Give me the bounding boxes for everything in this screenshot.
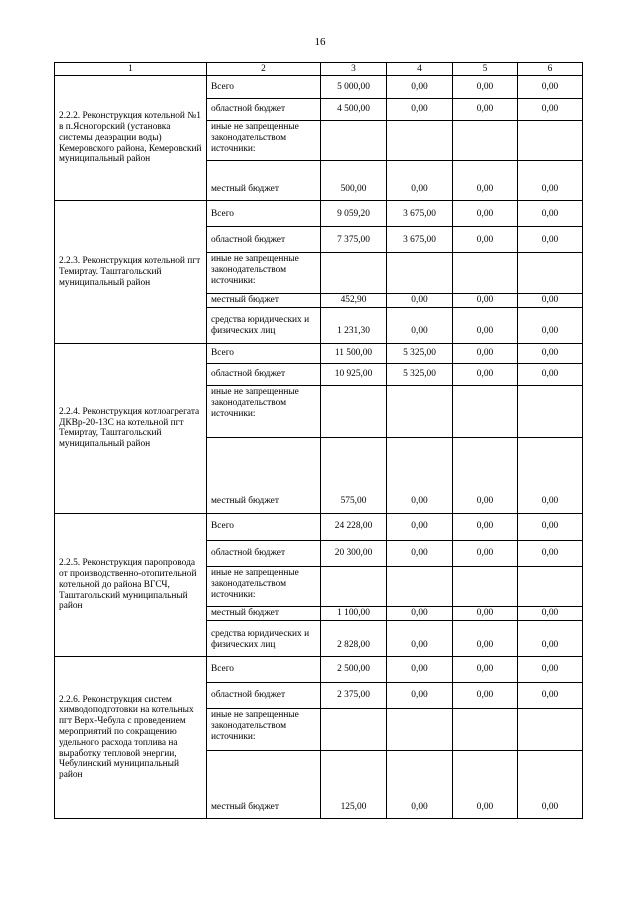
amount-cell (518, 566, 583, 606)
amount-cell: 0,00 (453, 621, 518, 657)
funding-source: Всего (207, 513, 321, 540)
amount-cell: 0,00 (518, 76, 583, 99)
amount-cell: 0,00 (387, 607, 453, 621)
amount-cell: 0,00 (518, 513, 583, 540)
amount-cell: 5 325,00 (387, 363, 453, 385)
amount-cell: 4 500,00 (321, 99, 387, 121)
amount-cell: 5 325,00 (387, 343, 453, 363)
amount-cell (518, 121, 583, 161)
header-row (55, 63, 583, 76)
amount-cell: 0,00 (518, 307, 583, 343)
funding-source: местный бюджет (207, 751, 321, 819)
amount-cell: 0,00 (518, 683, 583, 709)
amount-cell: 0,00 (387, 540, 453, 566)
header-cell: 3 (321, 63, 387, 76)
amount-cell (387, 709, 453, 751)
amount-cell: 9 059,20 (321, 201, 387, 227)
amount-cell (387, 566, 453, 606)
funding-source: местный бюджет (207, 161, 321, 201)
amount-cell: 3 675,00 (387, 227, 453, 253)
amount-cell: 0,00 (453, 201, 518, 227)
amount-cell: 0,00 (387, 657, 453, 683)
amount-cell: 0,00 (453, 99, 518, 121)
funding-source: областной бюджет (207, 99, 321, 121)
funding-source: областной бюджет (207, 227, 321, 253)
table-row (55, 513, 583, 540)
amount-cell: 0,00 (518, 201, 583, 227)
amount-cell: 0,00 (453, 363, 518, 385)
project-name: 2.2.2. Реконструкция котельной №1 в п.Ясногорский (установка системы деаэрации воды) Кемеровского района, Кемеровский муниципальный район (55, 76, 207, 201)
amount-cell: 0,00 (453, 683, 518, 709)
amount-cell: 7 375,00 (321, 227, 387, 253)
amount-cell: 0,00 (387, 683, 453, 709)
amount-cell (321, 709, 387, 751)
amount-cell: 575,00 (321, 437, 387, 513)
amount-cell: 0,00 (453, 607, 518, 621)
amount-cell (321, 566, 387, 606)
table-row (55, 76, 583, 99)
amount-cell: 0,00 (387, 161, 453, 201)
amount-cell (453, 253, 518, 293)
funding-source: средства юридических и физических лиц (207, 307, 321, 343)
table-row (55, 201, 583, 227)
amount-cell: 0,00 (387, 99, 453, 121)
amount-cell (453, 709, 518, 751)
amount-cell (321, 385, 387, 437)
amount-cell: 0,00 (453, 227, 518, 253)
amount-cell: 0,00 (387, 437, 453, 513)
header-cell: 2 (207, 63, 321, 76)
amount-cell: 3 675,00 (387, 201, 453, 227)
amount-cell: 0,00 (387, 513, 453, 540)
amount-cell (518, 709, 583, 751)
amount-cell: 0,00 (453, 657, 518, 683)
amount-cell: 0,00 (453, 513, 518, 540)
funding-source: иные не запрещенные законодательством источники: (207, 385, 321, 437)
funding-source: местный бюджет (207, 293, 321, 307)
table-row (55, 657, 583, 683)
header-cell: 4 (387, 63, 453, 76)
funding-source: Всего (207, 76, 321, 99)
amount-cell: 1 231,30 (321, 307, 387, 343)
amount-cell (453, 121, 518, 161)
amount-cell: 0,00 (518, 607, 583, 621)
funding-source: областной бюджет (207, 683, 321, 709)
funding-source: иные не запрещенные законодательством источники: (207, 253, 321, 293)
amount-cell: 0,00 (453, 76, 518, 99)
amount-cell: 0,00 (453, 540, 518, 566)
amount-cell: 2 375,00 (321, 683, 387, 709)
amount-cell (453, 385, 518, 437)
amount-cell (518, 253, 583, 293)
funding-source: Всего (207, 657, 321, 683)
amount-cell: 20 300,00 (321, 540, 387, 566)
project-name: 2.2.6. Реконструкция систем химводоподготовки на котельных пгт Верх-Чебула с проведением мероприятий по сокращению удельного расхода топлива на выработку тепловой энергии, Чебулинский муниципальный район (55, 657, 207, 819)
amount-cell: 125,00 (321, 751, 387, 819)
amount-cell: 500,00 (321, 161, 387, 201)
amount-cell: 0,00 (453, 437, 518, 513)
funding-source: местный бюджет (207, 437, 321, 513)
amount-cell: 2 828,00 (321, 621, 387, 657)
project-name: 2.2.3. Реконструкция котельной пгт Темиртау. Таштагольский муниципальный район (55, 201, 207, 343)
amount-cell (387, 253, 453, 293)
amount-cell (387, 121, 453, 161)
amount-cell: 0,00 (518, 540, 583, 566)
amount-cell: 5 000,00 (321, 76, 387, 99)
amount-cell: 0,00 (518, 437, 583, 513)
amount-cell: 1 100,00 (321, 607, 387, 621)
amount-cell: 2 500,00 (321, 657, 387, 683)
project-name: 2.2.5. Реконструкция паропровода от производственно-отопительной котельной до района ВГСЧ, Таштагольский муниципальный район (55, 513, 207, 656)
funding-source: иные не запрещенные законодательством источники: (207, 709, 321, 751)
funding-source: Всего (207, 201, 321, 227)
amount-cell: 0,00 (453, 751, 518, 819)
amount-cell: 0,00 (518, 99, 583, 121)
amount-cell: 0,00 (518, 343, 583, 363)
amount-cell: 0,00 (518, 293, 583, 307)
funding-source: средства юридических и физических лиц (207, 621, 321, 657)
page-number: 16 (314, 36, 326, 48)
header-cell: 1 (55, 63, 207, 76)
header-cell: 6 (518, 63, 583, 76)
amount-cell: 0,00 (387, 307, 453, 343)
amount-cell: 0,00 (518, 621, 583, 657)
amount-cell: 0,00 (518, 161, 583, 201)
amount-cell: 0,00 (387, 751, 453, 819)
funding-source: областной бюджет (207, 540, 321, 566)
amount-cell: 10 925,00 (321, 363, 387, 385)
amount-cell: 0,00 (518, 751, 583, 819)
funding-source: Всего (207, 343, 321, 363)
table-row (55, 343, 583, 363)
funding-source: иные не запрещенные законодательством источники: (207, 121, 321, 161)
amount-cell: 0,00 (518, 657, 583, 683)
funding-source: областной бюджет (207, 363, 321, 385)
amount-cell (453, 566, 518, 606)
amount-cell (321, 253, 387, 293)
project-name: 2.2.4. Реконструкция котлоагрегата ДКВр-20-13С на котельной пгт Темиртау, Таштагольский муниципальный район (55, 343, 207, 513)
amount-cell: 11 500,00 (321, 343, 387, 363)
amount-cell (518, 385, 583, 437)
budget-table-body (55, 63, 583, 819)
amount-cell (321, 121, 387, 161)
amount-cell: 0,00 (453, 161, 518, 201)
amount-cell: 0,00 (518, 227, 583, 253)
amount-cell: 0,00 (453, 307, 518, 343)
budget-table (54, 62, 583, 819)
funding-source: иные не запрещенные законодательством источники: (207, 566, 321, 606)
funding-source: местный бюджет (207, 607, 321, 621)
amount-cell (387, 385, 453, 437)
amount-cell: 0,00 (387, 293, 453, 307)
amount-cell: 452,90 (321, 293, 387, 307)
amount-cell: 0,00 (387, 76, 453, 99)
amount-cell: 0,00 (387, 621, 453, 657)
amount-cell: 0,00 (453, 293, 518, 307)
header-cell: 5 (453, 63, 518, 76)
amount-cell: 0,00 (453, 343, 518, 363)
amount-cell: 0,00 (518, 363, 583, 385)
amount-cell: 24 228,00 (321, 513, 387, 540)
